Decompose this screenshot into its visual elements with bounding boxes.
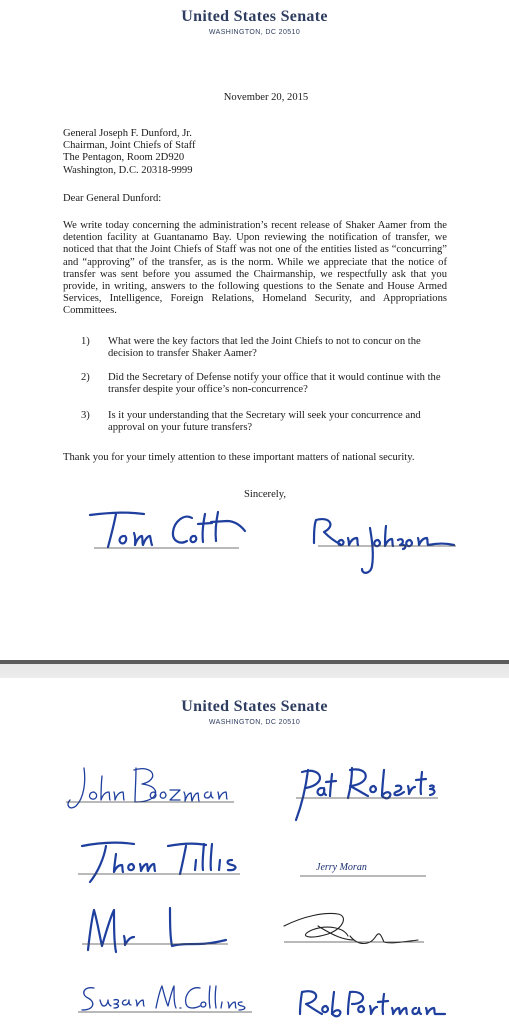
signature-pat-roberts	[288, 762, 448, 832]
address-line: Washington, D.C. 20318-9999	[63, 164, 193, 176]
question-text: What were the key factors that led the Joint Chiefs to not to concur on the decision to transfer Shaker Aamer?	[108, 336, 421, 360]
question-text: Did the Secretary of Defense notify your office that it would continue with the transfer despite your office’s non-concurrence?	[108, 372, 441, 396]
address-line: The Pentagon, Room 2D920	[63, 152, 185, 164]
question-text: Is it your understanding that the Secretary will seek your concurrence and approval on your future transfers?	[108, 410, 421, 434]
signature-ron-johnson	[300, 510, 460, 580]
letter-page-2	[0, 678, 509, 1024]
address-line: General Joseph F. Dunford, Jr.	[63, 128, 192, 139]
address-line: Chairman, Joint Chiefs of Staff	[63, 140, 196, 152]
question-number: 1)	[81, 336, 90, 347]
letter-body: We write today concerning the administration’s recent release of Shaker Aamer from the detention facility at Guantanamo Bay. Upon reviewing the notification of transfer, we noticed that that the Joint Chiefs of Staff was not one of the entities listed as “concurring” and “approving” of the transfer, as is the norm. While we appreciate that the notice of transfer was sent before you assumed the Chairmanship, we respectfully ask that you provide, in writing, answers to the following questions to the Senate and House Armed Services, Intelligence, Foreign Relations, Homeland Security, and Appropriations Committees.	[63, 220, 447, 317]
question-number: 2)	[81, 372, 90, 383]
letter-date: November 20, 2015	[223, 92, 309, 103]
salutation: Dear General Dunford:	[63, 193, 162, 204]
signature-thom-tillis	[72, 834, 242, 894]
signature-rob-portman	[292, 986, 452, 1020]
signature-mike-rounds	[78, 902, 238, 962]
signature-john-boozman	[62, 762, 242, 822]
letterhead-subtitle: WASHINGTON, DC 20510	[208, 29, 301, 36]
signature-tom-cotton	[84, 506, 254, 556]
closing-sincerely: Sincerely,	[244, 489, 286, 500]
letterhead-subtitle: WASHINGTON, DC 20510	[208, 719, 301, 726]
letterhead-title: United States Senate	[181, 8, 328, 25]
page-separator	[0, 660, 509, 678]
question-number: 3)	[81, 410, 90, 421]
signature-david-perdue	[278, 906, 428, 956]
printed-signature-text: Jerry Moran	[316, 862, 367, 873]
signature-jerry-moran	[300, 854, 430, 884]
signature-susan-collins	[76, 980, 256, 1020]
recipient-address	[63, 128, 443, 177]
letterhead-title: United States Senate	[181, 698, 328, 715]
closing-thanks: Thank you for your timely attention to these important matters of national security.	[63, 452, 415, 463]
